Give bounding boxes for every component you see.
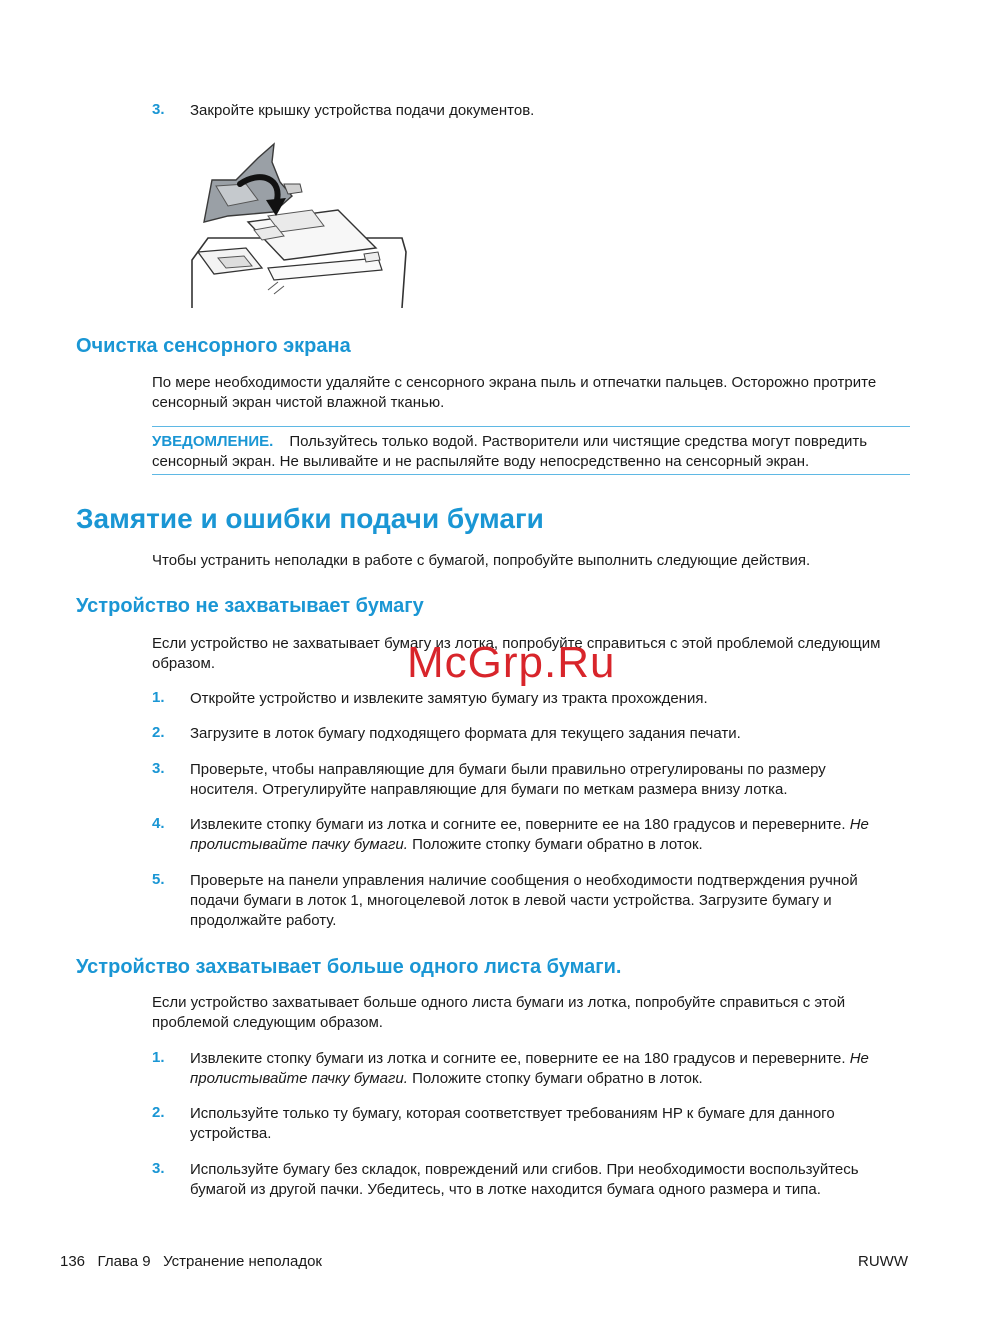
paragraph-line: По мере необходимости удаляйте с сенсорного экрана пыль и отпечатки пальцев. Осторожно протрите <box>152 374 877 391</box>
step-text: Откройте устройство и извлеките замятую бумагу из тракта прохождения. <box>190 690 708 707</box>
step-line: подачи бумаги в лоток 1, многоцелевой лоток в левой части устройства. Загрузите бумагу и <box>190 892 832 909</box>
chapter-label: Глава 9 <box>97 1253 151 1270</box>
section-heading-multi-pick: Устройство захватывает больше одного листа бумаги. <box>76 956 622 978</box>
step-line: устройства. <box>190 1125 272 1142</box>
step-text <box>190 815 910 855</box>
step-text <box>190 1104 910 1144</box>
step-number: 2. <box>152 1104 165 1121</box>
page-footer-left <box>60 1253 322 1270</box>
document-feeder-lid-closing-illustration <box>188 140 410 308</box>
page-footer-locale: RUWW <box>858 1253 908 1270</box>
step-line: Используйте только ту бумагу, которая соответствует требованиям HP к бумаге для данного <box>190 1105 835 1122</box>
paragraph-line: Если устройство захватывает больше одного листа бумаги из лотка, попробуйте справиться с этой <box>152 994 846 1011</box>
step-line: Положите стопку бумаги обратно в лоток. <box>412 1070 703 1087</box>
step-line: Извлеките стопку бумаги из лотка и согните ее, поверните ее на 180 градусов и переверните. <box>190 816 846 833</box>
chapter-title: Устранение неполадок <box>163 1253 322 1270</box>
step-line: Проверьте на панели управления наличие сообщения о необходимости подтверждения ручной <box>190 872 858 889</box>
step-italic: Не <box>849 816 869 833</box>
step-number: 4. <box>152 815 165 832</box>
step-number: 5. <box>152 871 165 888</box>
step-number: 2. <box>152 724 165 741</box>
multi-pick-intro <box>152 993 912 1033</box>
step-text: Загрузите в лоток бумагу подходящего формата для текущего задания печати. <box>190 725 741 742</box>
jams-intro: Чтобы устранить неполадки в работе с бумагой, попробуйте выполнить следующие действия. <box>152 552 811 569</box>
paragraph-line: Если устройство не захватывает бумагу из лотка, попробуйте справиться с этой проблемой следующим <box>152 635 881 652</box>
note-text: Пользуйтесь только водой. Растворители или чистящие средства могут повредить <box>289 433 868 450</box>
step-number: 1. <box>152 1049 165 1066</box>
note-box <box>152 432 910 472</box>
step-line: носителя. Отрегулируйте направляющие для бумаги по меткам размера внизу лотка. <box>190 781 788 798</box>
step-italic: пролистывайте пачку бумаги. <box>190 836 408 853</box>
step-line: Используйте бумагу без складок, повреждений или сгибов. При необходимости воспользуйтесь <box>190 1161 859 1178</box>
section-heading-jams: Замятие и ошибки подачи бумаги <box>76 503 544 534</box>
step-text: Закройте крышку устройства подачи документов. <box>190 102 535 119</box>
step-line: Положите стопку бумаги обратно в лоток. <box>412 836 703 853</box>
step-text <box>190 1049 910 1089</box>
paragraph-line: образом. <box>152 655 215 672</box>
note-label: УВЕДОМЛЕНИЕ. <box>152 433 274 450</box>
section-heading-touchscreen: Очистка сенсорного экрана <box>76 335 351 357</box>
section-heading-no-pick: Устройство не захватывает бумагу <box>76 595 424 617</box>
step-line: бумагой из другой пачки. Убедитесь, что в лотке находится бумага одного размера и типа. <box>190 1181 821 1198</box>
step-number: 3. <box>152 1160 165 1177</box>
step-number: 1. <box>152 689 165 706</box>
touchscreen-paragraph <box>152 373 912 413</box>
step-text <box>190 1160 910 1200</box>
step-line: Проверьте, чтобы направляющие для бумаги были правильно отрегулированы по размеру <box>190 761 826 778</box>
step-line: продолжайте работу. <box>190 912 337 929</box>
paragraph-line: сенсорный экран чистой влажной тканью. <box>152 394 445 411</box>
step-text <box>190 871 910 931</box>
note-top-rule <box>152 426 910 427</box>
note-text: сенсорный экран. Не выливайте и не распыляйте воду непосредственно на сенсорный экран. <box>152 453 810 470</box>
step-number: 3. <box>152 101 165 118</box>
step-italic: пролистывайте пачку бумаги. <box>190 1070 408 1087</box>
step-line: Извлеките стопку бумаги из лотка и согните ее, поверните ее на 180 градусов и переверните. <box>190 1050 846 1067</box>
step-text <box>190 760 910 800</box>
paragraph-line: проблемой следующим образом. <box>152 1014 383 1031</box>
step-number: 3. <box>152 760 165 777</box>
note-bottom-rule <box>152 474 910 475</box>
watermark: McGrp.Ru <box>407 638 616 687</box>
page-number: 136 <box>60 1253 86 1270</box>
step-italic: Не <box>849 1050 869 1067</box>
